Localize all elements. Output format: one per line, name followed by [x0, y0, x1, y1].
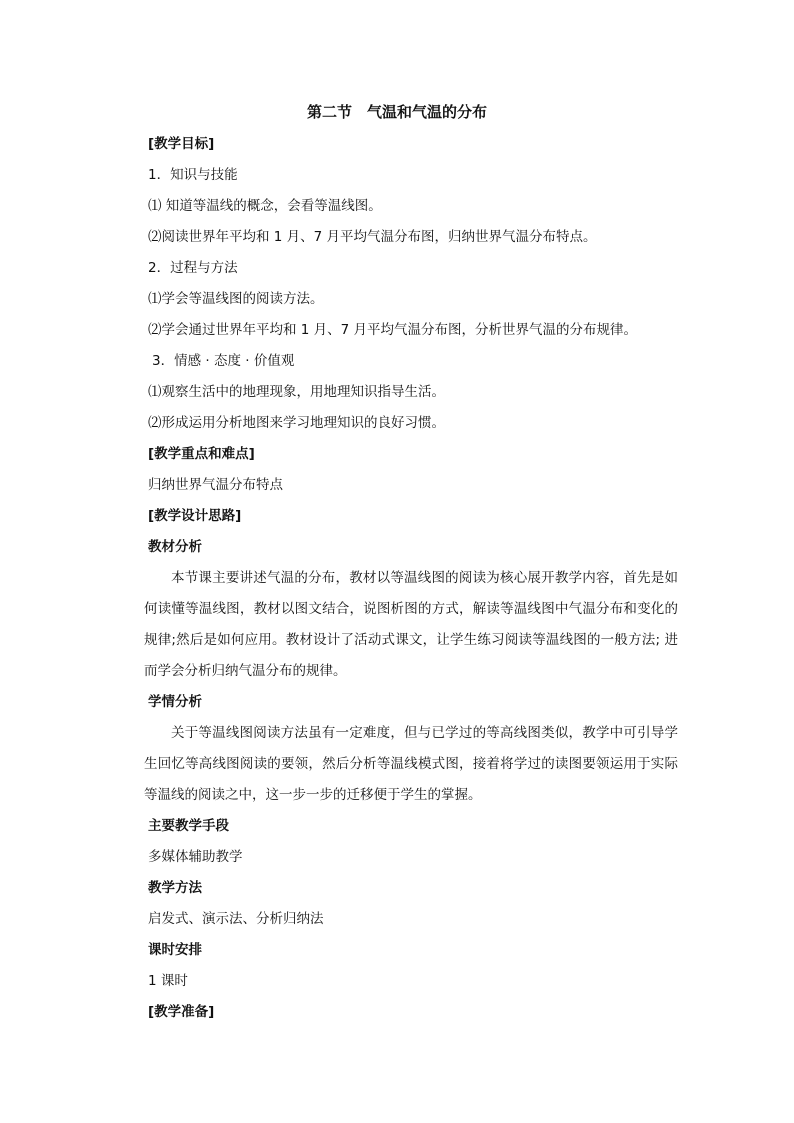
- student-analysis-paragraph: 关于等温线图阅读方法虽有一定难度，但与已学过的等高线图类似，教学中可引导学生回忆等高线图阅读的要领，然后分析等温线模式图，接着将学过的读图要领运用于实际等温线的阅读之中，这一步一步的迁移便于学生的掌握。: [144, 725, 678, 803]
- heading-teaching-means: 主要教学手段: [148, 818, 229, 834]
- goal-knowledge-skills: 1．知识与技能: [148, 167, 238, 183]
- goal-item: ⑴观察生活中的地理现象，用地理知识指导生活。: [148, 384, 445, 400]
- textbook-analysis-paragraph: 本节课主要讲述气温的分布，教材以等温线图的阅读为核心展开教学内容，首先是如何读懂等温线图，教材以图文结合，说图析图的方式，解读等温线图中气温分布和变化的规律;然后是如何应用。教材设计了活动式课文，让学生练习阅读等温线图的一般方法; 进而学会分析归纳气温分布的规律。: [144, 570, 678, 679]
- key-point-text: 归纳世界气温分布特点: [148, 477, 283, 493]
- goal-item: ⑴学会等温线图的阅读方法。: [148, 291, 324, 307]
- teaching-means-text: 多媒体辅助教学: [148, 849, 243, 865]
- goal-process-methods: 2．过程与方法: [148, 260, 238, 276]
- section-title: 第二节 气温和气温的分布: [306, 103, 487, 121]
- heading-preparation: [教学准备]: [148, 1004, 215, 1020]
- heading-key-points: [教学重点和难点]: [148, 446, 255, 462]
- heading-student-analysis: 学情分析: [148, 694, 202, 710]
- heading-teaching-methods: 教学方法: [148, 880, 202, 896]
- heading-schedule: 课时安排: [148, 942, 202, 958]
- heading-design-ideas: [教学设计思路]: [148, 508, 242, 524]
- goal-item: ⑵学会通过世界年平均和 1 月、7 月平均气温分布图，分析世界气温的分布规律。: [148, 322, 638, 338]
- goal-item: ⑴ 知道等温线的概念，会看等温线图。: [148, 198, 382, 214]
- schedule-text: 1 课时: [148, 973, 188, 989]
- heading-teaching-goals: [教学目标]: [148, 136, 215, 152]
- teaching-methods-text: 启发式、演示法、分析归纳法: [148, 911, 324, 927]
- document-body: [144, 129, 678, 1028]
- goal-item: ⑵阅读世界年平均和 1 月、7 月平均气温分布图，归纳世界气温分布特点。: [148, 229, 597, 245]
- goal-emotion-values: 3．情感 · 态度 · 价值观: [152, 353, 295, 369]
- goal-item: ⑵形成运用分析地图来学习地理知识的良好习惯。: [148, 415, 445, 431]
- heading-textbook-analysis: 教材分析: [148, 539, 202, 555]
